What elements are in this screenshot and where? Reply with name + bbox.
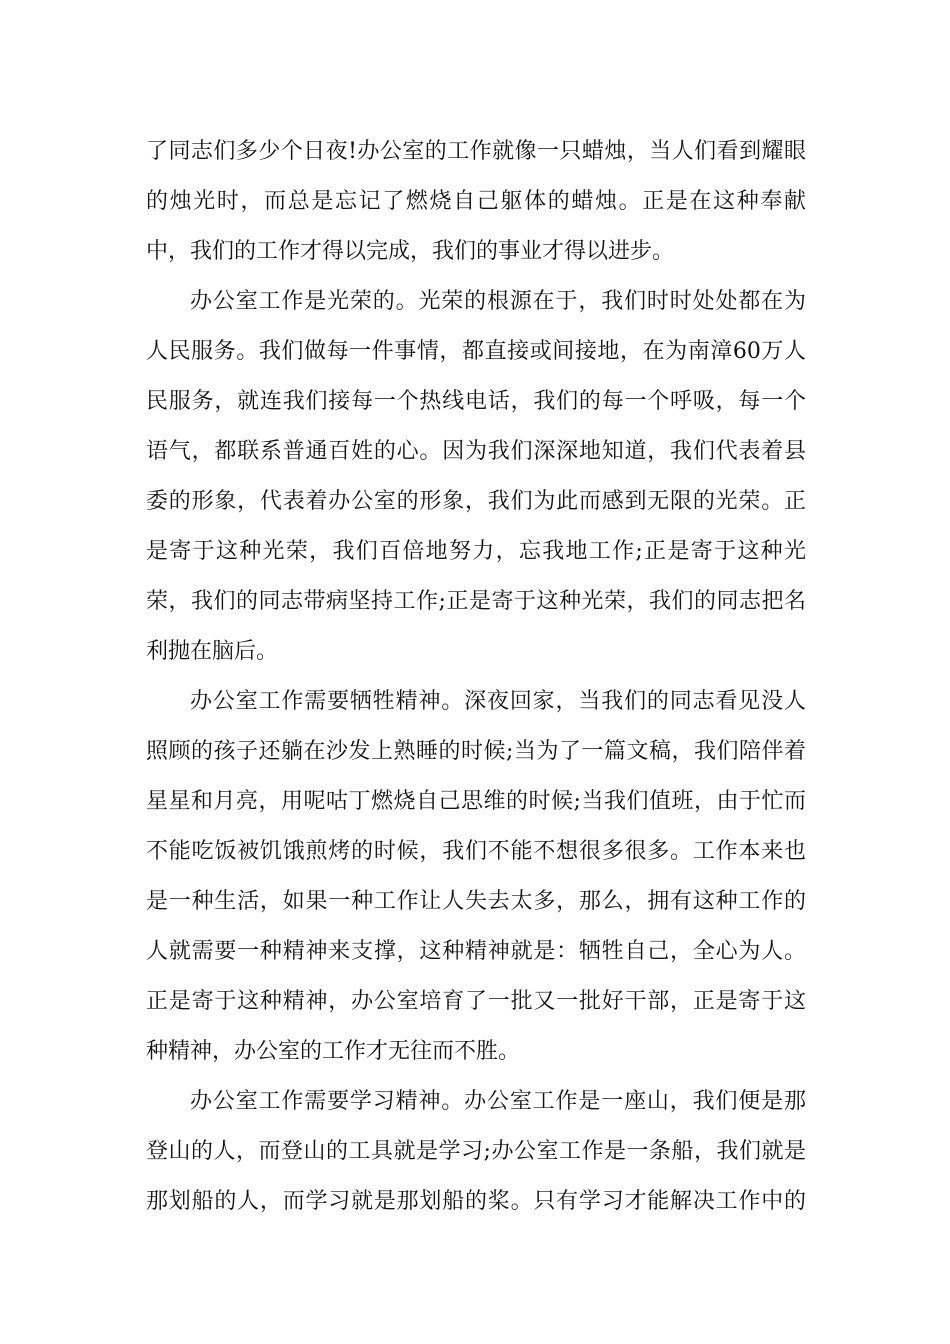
text-line: 委的形象，代表着办公室的形象，我们为此而感到无限的光荣。正 — [146, 489, 806, 514]
text-line: 是寄于这种光荣，我们百倍地努力，忘我地工作;正是寄于这种光 — [146, 539, 806, 564]
text-line: 的烛光时，而总是忘记了燃烧自己躯体的蜡烛。正是在这种奉献 — [146, 189, 806, 214]
text-line: 民服务，就连我们接每一个热线电话，我们的每一个呼吸，每一个 — [146, 389, 806, 414]
text-line: 中，我们的工作才得以完成，我们的事业才得以进步。 — [146, 239, 675, 264]
text-line: 种精神，办公室的工作才无往而不胜。 — [146, 1039, 521, 1064]
paragraph-first-line: 办公室工作需要牺牲精神。深夜回家，当我们的同志看见没人 — [190, 689, 806, 714]
text-line: 不能吃饭被饥饿煎烤的时候，我们不能不想很多很多。工作本来也 — [146, 839, 806, 864]
text-line: 星星和月亮，用呢咕丁燃烧自己思维的时候;当我们值班，由于忙而 — [146, 789, 806, 814]
text-line: 荣，我们的同志带病坚持工作;正是寄于这种光荣，我们的同志把名 — [146, 589, 806, 614]
text-line: 了同志们多少个日夜!办公室的工作就像一只蜡烛，当人们看到耀眼 — [146, 139, 806, 164]
text-line: 人民服务。我们做每一件事情，都直接或间接地，在为南漳60万人 — [146, 339, 806, 364]
text-line: 登山的人，而登山的工具就是学习;办公室工作是一条船，我们就是 — [146, 1139, 806, 1164]
paragraph-first-line: 办公室工作是光荣的。光荣的根源在于，我们时时处处都在为 — [190, 289, 806, 314]
document-body — [146, 127, 806, 1227]
text-line: 语气，都联系普通百姓的心。因为我们深深地知道，我们代表着县 — [146, 439, 806, 464]
text-line: 照顾的孩子还躺在沙发上熟睡的时候;当为了一篇文稿，我们陪伴着 — [146, 739, 806, 764]
text-line: 利抛在脑后。 — [146, 639, 279, 664]
text-line: 正是寄于这种精神，办公室培育了一批又一批好干部，正是寄于这 — [146, 989, 806, 1014]
text-line: 人就需要一种精神来支撑，这种精神就是：牺牲自己，全心为人。 — [146, 939, 806, 964]
paragraph-first-line: 办公室工作需要学习精神。办公室工作是一座山，我们便是那 — [190, 1089, 806, 1114]
text-line: 那划船的人，而学习就是那划船的桨。只有学习才能解决工作中的 — [146, 1189, 806, 1214]
text-line: 是一种生活，如果一种工作让人失去太多，那么，拥有这种工作的 — [146, 889, 806, 914]
